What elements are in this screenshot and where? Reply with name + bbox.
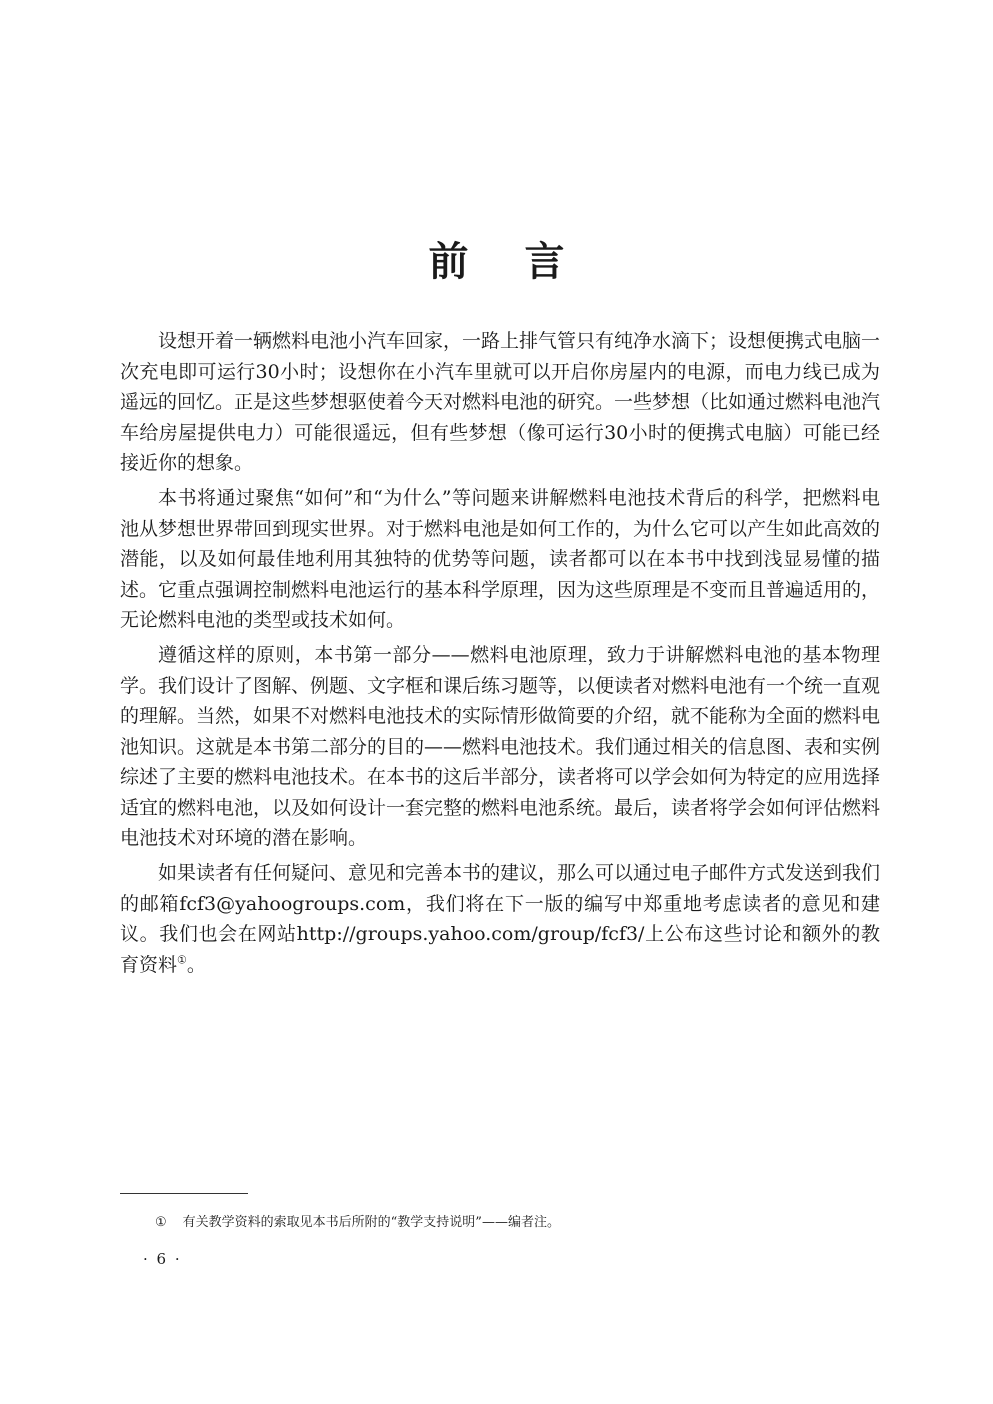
page-title: 前言	[428, 239, 621, 285]
footnote	[155, 1214, 560, 1232]
paragraph-4-end: 。	[186, 953, 206, 976]
preface-body	[120, 326, 880, 985]
paragraph-3: 遵循这样的原则，本书第一部分——燃料电池原理，致力于讲解燃料电池的基本物理学。我们设计了图解、例题、文字框和课后练习题等，以便读者对燃料电池有一个统一直观的理解。当然，如果不对燃料电池技术的实际情形做简要的介绍，就不能称为全面的燃料电池知识。这就是本书第二部分的目的——燃料电池技术。我们通过相关的信息图、表和实例综述了主要的燃料电池技术。在本书的这后半部分，读者将可以学会如何为特定的应用选择适宜的燃料电池，以及如何设计一套完整的燃料电池系统。最后，读者将学会如何评估燃料电池技术对环境的潜在影响。	[120, 644, 881, 849]
footnote-reference: ①	[177, 953, 187, 967]
paragraph-4-text: 如果读者有任何疑问、意见和完善本书的建议，那么可以通过电子邮件方式发送到我们的邮箱fcf3@yahoogroups.com，我们将在下一版的编写中郑重地考虑读者的意见和建议。我们也会在网站http://groups.yahoo.com/group/fcf3/上公布这些讨论和额外的教育资料	[120, 862, 881, 976]
footnote-marker: ①	[155, 1215, 167, 1230]
footnote-divider	[120, 1193, 248, 1194]
paragraph-2: 本书将通过聚焦“如何”和“为什么”等问题来讲解燃料电池技术背后的科学，把燃料电池从梦想世界带回到现实世界。对于燃料电池是如何工作的，为什么它可以产生如此高效的潜能，以及如何最佳地利用其独特的优势等问题，读者都可以在本书中找到浅显易懂的描述。它重点强调控制燃料电池运行的基本科学原理，因为这些原理是不变而且普遍适用的，无论燃料电池的类型或技术如何。	[120, 487, 881, 631]
page-number: · 6 ·	[143, 1250, 182, 1268]
paragraph-4	[120, 858, 880, 980]
footnote-text: 有关教学资料的索取见本书后所附的“教学支持说明”——编者注。	[182, 1215, 560, 1230]
paragraph-1: 设想开着一辆燃料电池小汽车回家，一路上排气管只有纯净水滴下；设想便携式电脑一次充电即可运行30小时；设想你在小汽车里就可以开启你房屋内的电源，而电力线已成为遥远的回忆。正是这些梦想驱使着今天对燃料电池的研究。一些梦想（比如通过燃料电池汽车给房屋提供电力）可能很遥远，但有些梦想（像可运行30小时的便携式电脑）可能已经接近你的想象。	[120, 330, 881, 474]
